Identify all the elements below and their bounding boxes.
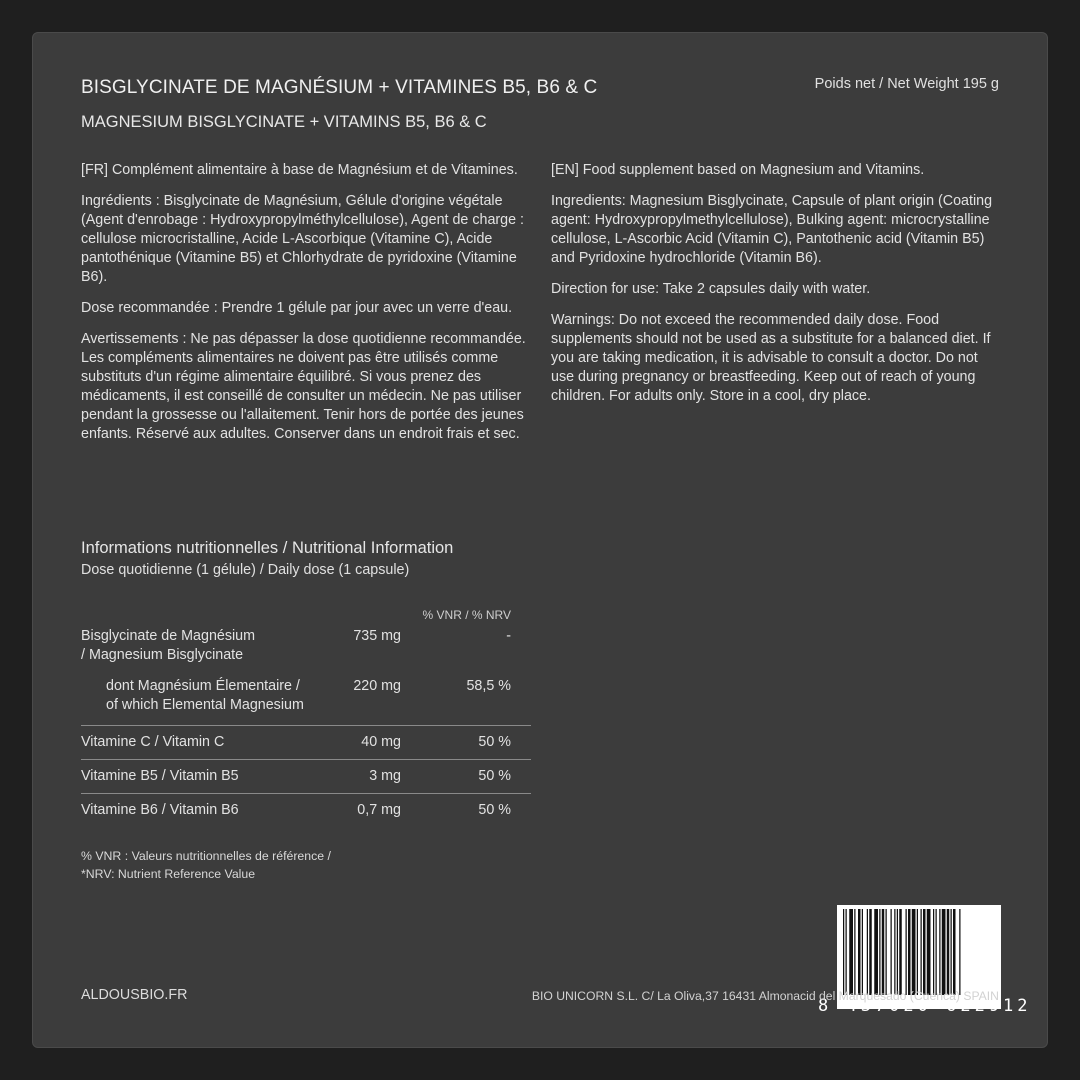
nutrition-subtitle: Dose quotidienne (1 gélule) / Daily dose (1 capsule) (81, 562, 410, 578)
barcode-bar (917, 909, 918, 995)
barcode-bar (933, 909, 934, 995)
nutrient-name: Bisglycinate de Magnésium / Magnesium Bisglycinate (81, 628, 256, 663)
nutrient-name: Vitamine B5 / Vitamin B5 (81, 768, 239, 784)
barcode-bar (862, 909, 863, 995)
barcode-bar (843, 909, 844, 995)
nutrient-name: Vitamine C / Vitamin C (81, 734, 225, 750)
barcode-bar (936, 909, 937, 995)
barcode-bar (874, 909, 878, 995)
barcode-bar (886, 909, 887, 995)
barcode-number: 8 437020 622912 (818, 996, 1032, 1016)
nutrient-amount: 220 mg (353, 678, 401, 694)
barcode-bar (846, 909, 847, 995)
barcode-bar (927, 909, 931, 995)
product-title-en: MAGNESIUM BISGLYCINATE + VITAMINS B5, B6 & C (81, 113, 487, 131)
net-weight: Poids net / Net Weight 195 g (814, 76, 999, 92)
website-link[interactable]: ALDOUSBIO.FR (81, 987, 188, 1003)
nrv-footnote (81, 847, 331, 883)
nutrient-nrv: 50 % (478, 802, 511, 818)
en-warnings: Warnings: Do not exceed the recommended daily dose. Food supplements should not be used as a substitute for a balanced diet. If you are taking medication, it is advisable to consult a doctor. Do not use during pregnancy or breastfeeding. Keep out of reach of young children. For adults only. Store in a cool, dry place. (551, 312, 991, 404)
barcode-bar (897, 909, 898, 995)
nutrition-table (81, 605, 531, 827)
nutrient-amount: 735 mg (353, 628, 401, 644)
fr-warnings: Avertissements : Ne pas dépasser la dose quotidienne recommandée. Les compléments alimentaires ne doivent pas être utilisés comme substituts d'un régime alimentaire équilibré. Si vous prenez des médicaments, il est conseillé de consulter un médecin. Ne pas utiliser pendant la grossesse ou l'allaitement. Tenir hors de portée des jeunes enfants. Réservé aux adultes. Conserver dans un endroit frais et sec. (81, 331, 526, 442)
nrv-column-header: % VNR / % NRV (422, 608, 511, 622)
fr-intro: [FR] Complément alimentaire à base de Magnésium et de Vitamines. (81, 162, 518, 178)
nutrient-nrv: 50 % (478, 768, 511, 784)
barcode-bar (953, 909, 956, 995)
nutrient-nrv: - (506, 628, 511, 644)
product-title-fr: BISGLYCINATE DE MAGNÉSIUM + VITAMINES B5, B6 & C (81, 77, 598, 98)
footnote-line-en: *NRV: Nutrient Reference Value (81, 867, 256, 881)
table-row (81, 627, 531, 677)
nutrient-name: Vitamine B6 / Vitamin B6 (81, 802, 239, 818)
english-description (551, 161, 1001, 418)
nutrient-nrv: 58,5 % (466, 678, 511, 694)
nutrient-amount: 0,7 mg (357, 802, 401, 818)
barcode-bar (942, 909, 946, 995)
barcode-bar (849, 909, 853, 995)
barcode-bar (951, 909, 952, 995)
barcode-bar (921, 909, 922, 995)
barcode-bar (939, 909, 940, 995)
nutrient-amount: 40 mg (361, 734, 401, 750)
footnote-line-fr: % VNR : Valeurs nutritionnelles de référence / (81, 849, 331, 863)
barcode-bar (923, 909, 926, 995)
barcode-bar (899, 909, 902, 995)
table-row (81, 725, 531, 759)
nutrition-header-row (81, 605, 531, 627)
barcode-bar (867, 909, 868, 995)
barcode-bar (947, 909, 950, 995)
barcode-bar (891, 909, 892, 995)
nutrient-name: dont Magnésium Élementaire / of which Elemental Magnesium (106, 678, 304, 713)
barcode-bar (879, 909, 880, 995)
barcode-bar (894, 909, 895, 995)
fr-dose: Dose recommandée : Prendre 1 gélule par jour avec un verre d'eau. (81, 300, 513, 316)
barcode-bar (882, 909, 885, 995)
label-panel (32, 32, 1048, 1048)
table-row (81, 793, 531, 827)
french-description (81, 161, 541, 456)
fr-ingredients: Ingrédients : Bisglycinate de Magnésium, Gélule d'origine végétale (Agent d'enrobage : Hydroxypropylméthylcellulose), Agent de charge : cellulose microcristalline, Acide L-Ascorbique (Vitamine C), Acide pantothénique (Vitamine B5) et Chlorhydrate de pyridoxine (Vitamine B6). (81, 193, 525, 285)
nutrition-title: Informations nutritionnelles / Nutritional Information (81, 539, 454, 557)
barcode-bar (959, 909, 960, 995)
en-direction: Direction for use: Take 2 capsules daily with water. (551, 281, 871, 297)
barcode-bar (908, 909, 911, 995)
barcode-bar (858, 909, 861, 995)
table-row (81, 759, 531, 793)
en-intro: [EN] Food supplement based on Magnesium and Vitamins. (551, 162, 925, 178)
table-row (81, 677, 531, 725)
nutrient-amount: 3 mg (369, 768, 401, 784)
en-ingredients: Ingredients: Magnesium Bisglycinate, Capsule of plant origin (Coating agent: Hydroxypropylmethylcellulose), Bulking agent: microcrystalline cellulose, L-Ascorbic Acid (Vitamin C), Pantothenic acid (Vitamin B5) and Pyridoxine hydrochloride (Vitamin B6). (551, 193, 993, 266)
barcode-bar (906, 909, 907, 995)
barcode-bar (854, 909, 855, 995)
barcode-bar (912, 909, 916, 995)
nutrient-nrv: 50 % (478, 734, 511, 750)
barcode-bar (869, 909, 872, 995)
company-address: BIO UNICORN S.L. C/ La Oliva,37 16431 Almonacid del Marquesado (Cuenca) SPAIN (531, 989, 999, 1003)
